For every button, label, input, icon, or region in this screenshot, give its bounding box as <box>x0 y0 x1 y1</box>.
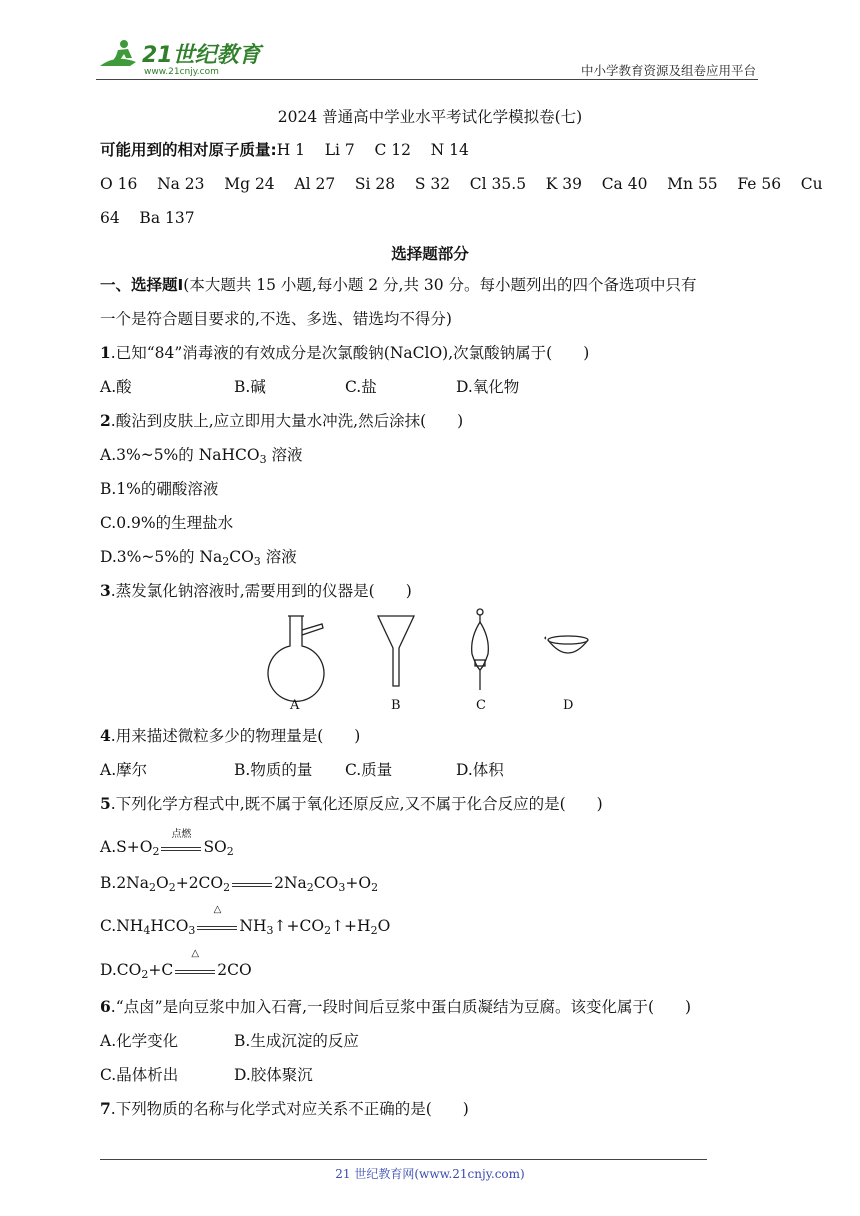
option-b[interactable]: $B.2Na_2O_2+2CO_2$ $2Na_2CO_3+O_2$ <box>100 874 379 894</box>
question-4 <box>100 726 360 746</box>
option-a[interactable]: A.酸 <box>100 378 132 396</box>
question-1-options <box>100 377 519 397</box>
page-title: 2024 普通高中学业水平考试化学模拟卷(七) <box>277 108 583 126</box>
question-text: .下列物质的名称与化学式对应关系不正确的是( ) <box>110 1100 469 1118</box>
question-number: 3 <box>100 581 111 600</box>
question-text: .下列化学方程式中,既不属于氧化还原反应,又不属于化合反应的是( ) <box>110 795 603 813</box>
question-5 <box>100 794 603 814</box>
atomic-mass-line-1 <box>100 140 469 160</box>
question-number: 5 <box>100 794 111 813</box>
option-b[interactable]: B.物质的量 <box>234 761 313 779</box>
apparatus-drawing <box>250 608 610 718</box>
question-text: .已知“84”消毒液的有效成分是次氯酸钠(NaClO),次氯酸钠属于( ) <box>110 344 590 362</box>
footer-link[interactable]: 21 世纪教育网(www.21cnjy.com) <box>335 1167 525 1181</box>
site-logo[interactable] <box>96 36 266 76</box>
question-text: .蒸发氯化钠溶液时,需要用到的仪器是( ) <box>110 582 412 600</box>
option-d[interactable]: D.氧化物 <box>456 378 520 396</box>
figure-label-c: C <box>476 698 486 713</box>
funnel-icon <box>378 616 414 686</box>
part1-desc-1: (本大题共 15 小题,每小题 2 分,共 30 分。每小题列出的四个备选项中只有 <box>183 276 697 294</box>
reaction-condition: △ <box>173 961 217 981</box>
question-text: .“点卤”是向豆浆中加入石膏,一段时间后豆浆中蛋白质凝结为豆腐。该变化属于( ) <box>110 998 692 1016</box>
option-a[interactable]: A.化学变化 <box>100 1032 179 1050</box>
option-d[interactable]: $D.CO_2+C$ △ 2CO <box>100 948 252 981</box>
question-2 <box>100 411 463 431</box>
header-divider <box>96 79 758 80</box>
part1-heading-line <box>100 275 697 295</box>
atomic-mass-values-3: 64 Ba 137 <box>100 209 195 227</box>
option-d[interactable]: D.胶体聚沉 <box>234 1066 313 1084</box>
question-text: .用来描述微粒多少的物理量是( ) <box>110 727 361 745</box>
distillation-flask-icon <box>268 616 324 701</box>
question-6-options-row-1 <box>100 1031 359 1051</box>
question-6 <box>100 997 691 1017</box>
option-b[interactable]: B.生成沉淀的反应 <box>234 1032 359 1050</box>
option-a[interactable]: A.3%~5%的 NaHCO$_3$ 溶液 <box>100 446 303 466</box>
option-c[interactable]: C.0.9%的生理盐水 <box>100 514 234 532</box>
option-b[interactable]: B.1%的硼酸溶液 <box>100 480 219 498</box>
reaction-equals <box>230 874 274 894</box>
option-c[interactable]: C.晶体析出 <box>100 1066 179 1084</box>
option-a[interactable]: A.摩尔 <box>100 761 148 779</box>
option-c[interactable]: C.盐 <box>345 378 377 396</box>
apparatus-figures <box>250 608 610 718</box>
question-6-options-row-2 <box>100 1065 313 1085</box>
section-title: 选择题部分 <box>391 245 469 263</box>
separatory-funnel-icon <box>472 609 489 690</box>
footer-divider <box>100 1159 707 1160</box>
question-3 <box>100 581 412 601</box>
question-number: 6 <box>100 997 111 1016</box>
option-a[interactable]: $A.S+O_2$ 点燃 $SO_2$ <box>100 829 234 858</box>
option-b[interactable]: B.碱 <box>234 378 266 396</box>
reaction-condition: 点燃 <box>159 838 203 858</box>
question-number: 7 <box>100 1099 111 1118</box>
question-7 <box>100 1099 469 1119</box>
atomic-mass-values-2: O 16 Na 23 Mg 24 Al 27 Si 28 S 32 Cl 35.5 K 39 Ca 40 Mn 55 Fe 56 Cu <box>100 175 823 193</box>
header-platform-name: 中小学教育资源及组卷应用平台 <box>580 63 756 78</box>
evaporating-dish-icon <box>545 636 588 653</box>
question-number: 4 <box>100 726 111 745</box>
figure-label-d: D <box>563 698 574 713</box>
atomic-mass-intro: 可能用到的相对原子质量: <box>100 141 277 159</box>
logo-graphic <box>96 36 266 76</box>
reaction-condition: △ <box>195 917 239 937</box>
question-4-options <box>100 760 504 780</box>
option-c[interactable]: C.质量 <box>345 761 393 779</box>
part1-desc-2: 一个是符合题目要求的,不选、多选、错选均不得分) <box>100 310 452 328</box>
option-d[interactable]: D.3%~5%的 $Na_2CO_3$ 溶液 <box>100 548 297 568</box>
option-c[interactable]: $C.NH_4HCO_3$ △ $NH_3↑+CO_2↑+H_2O$ <box>100 904 391 937</box>
question-1 <box>100 343 589 363</box>
question-text: .酸沾到皮肤上,应立即用大量水冲洗,然后涂抹( ) <box>110 412 464 430</box>
figure-label-b: B <box>391 698 401 713</box>
figure-label-a: A <box>290 698 300 713</box>
logo-url: www.21cnjy.com <box>144 67 219 76</box>
part1-heading: 一、选择题Ⅰ <box>100 276 184 294</box>
question-number: 2 <box>100 411 111 430</box>
question-number: 1 <box>100 343 111 362</box>
atomic-mass-values-1: H 1 Li 7 C 12 N 14 <box>276 141 469 159</box>
option-d[interactable]: D.体积 <box>456 761 504 779</box>
logo-text: 21世纪教育 <box>142 43 261 68</box>
